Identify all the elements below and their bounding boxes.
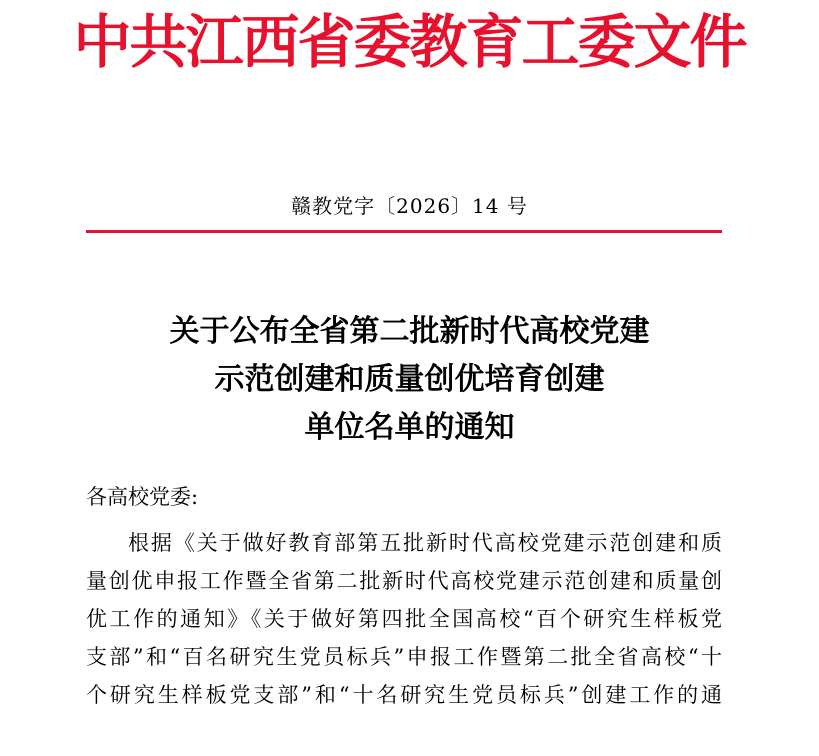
addressee: 各高校党委: bbox=[86, 485, 199, 509]
title-line: 示范创建和质量创优培育创建 bbox=[214, 362, 605, 397]
title-line: 关于公布全省第二批新时代高校党建 bbox=[169, 314, 650, 349]
masthead-title: 中共江西省委教育工委文件 bbox=[73, 8, 746, 76]
body-line: 量创优申报工作暨全省第二批新时代高校党建示范创建和质量创 bbox=[86, 569, 722, 593]
body-line: 优工作的通知》《关于做好第四批全国高校“百个研究生样板党 bbox=[86, 607, 722, 631]
document-number: 赣教党字〔2026〕14 号 bbox=[291, 194, 528, 218]
notice-title bbox=[0, 308, 819, 452]
body-line: 个研究生样板党支部”和“十名研究生党员标兵”创建工作的通 bbox=[86, 683, 722, 707]
title-line: 单位名单的通知 bbox=[304, 410, 515, 445]
red-divider-line bbox=[86, 230, 722, 233]
body-line: 支部”和“百名研究生党员标兵”申报工作暨第二批全省高校“十 bbox=[86, 645, 722, 669]
body-line: 根据《关于做好教育部第五批新时代高校党建示范创建和质 bbox=[128, 531, 722, 555]
body-paragraph bbox=[86, 524, 722, 714]
